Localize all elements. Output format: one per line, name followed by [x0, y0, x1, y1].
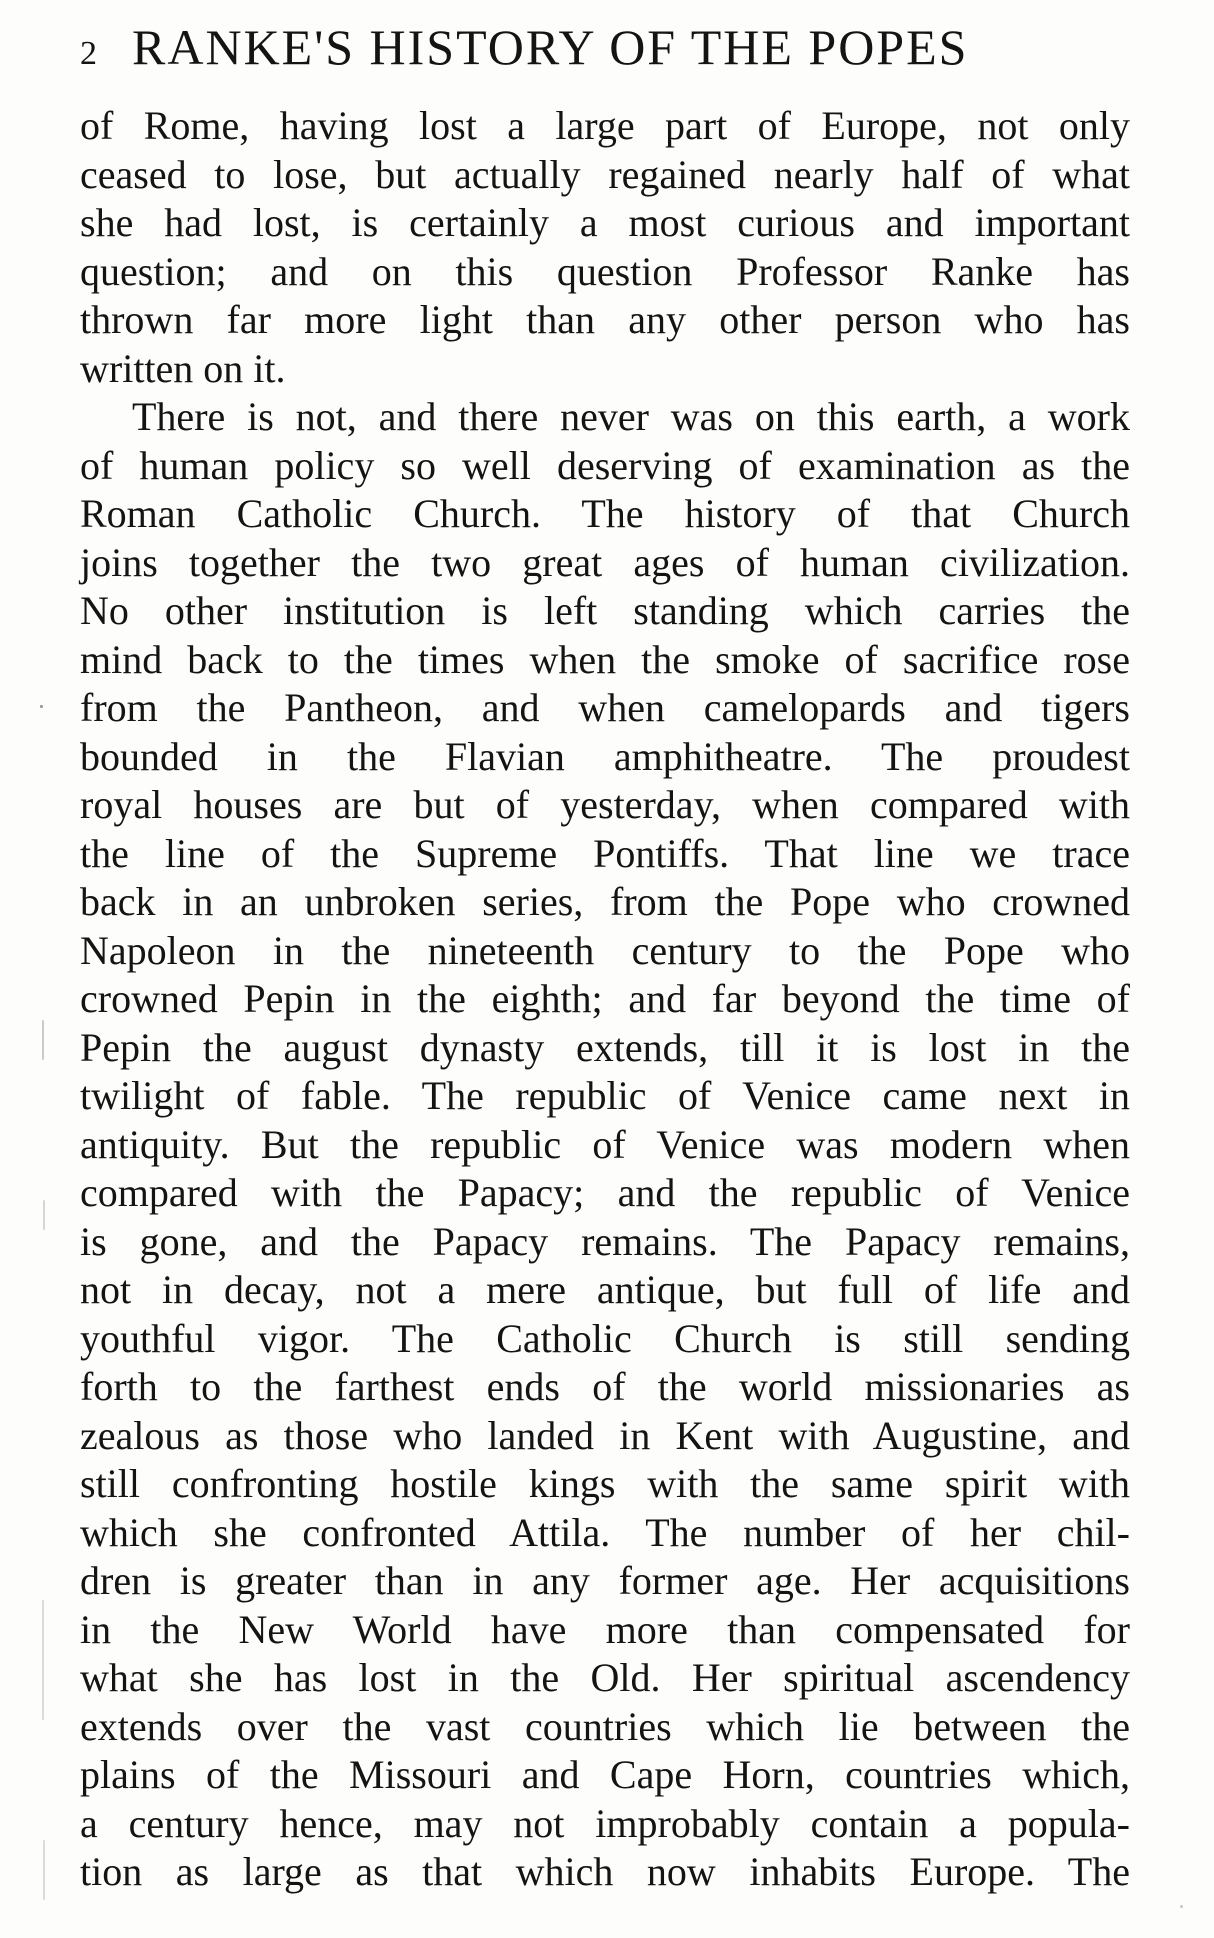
running-title: RANKE'S HISTORY OF THE POPES: [132, 19, 969, 75]
text-line: antiquity. But the republic of Venice was modern when: [80, 1121, 1130, 1167]
text-line: joins together the two great ages of human civilization.: [80, 539, 1130, 585]
text-line: No other institution is left standing which carries the: [80, 588, 1130, 633]
scan-speck: [42, 1600, 44, 1720]
text-line: is gone, and the Papacy remains. The Papacy remains,: [80, 1218, 1130, 1264]
paragraph-2: [80, 393, 1130, 1897]
body-text: [80, 102, 1130, 1897]
paragraph-1: [80, 102, 1130, 393]
text-line: extends over the vast countries which lie between the: [80, 1703, 1130, 1749]
text-line: a century hence, may not improbably contain a popula-: [80, 1800, 1130, 1846]
text-line: in the New World have more than compensated for: [80, 1606, 1130, 1652]
text-line: plains of the Missouri and Cape Horn, countries which,: [80, 1752, 1130, 1797]
text-line: Roman Catholic Church. The history of that Church: [80, 491, 1130, 536]
page-number: 2: [80, 35, 98, 72]
text-line: bounded in the Flavian amphitheatre. The proudest: [80, 733, 1130, 779]
text-line: compared with the Papacy; and the republic of Venice: [80, 1170, 1130, 1215]
text-line: which she confronted Attila. The number of her chil-: [80, 1509, 1130, 1555]
text-line: Napoleon in the nineteenth century to the Pope who: [80, 927, 1130, 973]
text-line: what she has lost in the Old. Her spiritual ascendency: [80, 1655, 1130, 1700]
text-line: ceased to lose, but actually regained nearly half of what: [80, 151, 1130, 197]
text-line: the line of the Supreme Pontiffs. That line we trace: [80, 830, 1130, 876]
text-line: thrown far more light than any other person who has: [80, 297, 1130, 342]
text-line: twilight of fable. The republic of Venice came next in: [80, 1073, 1130, 1118]
text-line: she had lost, is certainly a most curious and important: [80, 200, 1130, 245]
text-line: question; and on this question Professor Ranke has: [80, 248, 1130, 294]
text-line: written on it.: [80, 345, 286, 391]
text-line: dren is greater than in any former age. Her acquisitions: [80, 1558, 1130, 1603]
text-line: youthful vigor. The Catholic Church is still sending: [80, 1315, 1130, 1361]
scan-speck: [1180, 1905, 1183, 1908]
text-line: of human policy so well deserving of examination as the: [80, 442, 1130, 488]
text-line: of Rome, having lost a large part of Europe, not only: [80, 103, 1130, 148]
text-line: royal houses are but of yesterday, when compared with: [80, 782, 1130, 827]
text-line: from the Pantheon, and when camelopards and tigers: [80, 685, 1130, 730]
text-line: back in an unbroken series, from the Pope who crowned: [80, 879, 1130, 924]
scan-speck: [40, 705, 43, 708]
running-head: [80, 18, 1140, 78]
text-line: mind back to the times when the smoke of sacrifice rose: [80, 636, 1130, 682]
text-line: forth to the farthest ends of the world missionaries as: [80, 1364, 1130, 1409]
scan-speck: [42, 1020, 44, 1060]
scan-speck: [43, 1200, 45, 1230]
text-line: There is not, and there never was on this earth, a work: [132, 394, 1130, 439]
text-line: Pepin the august dynasty extends, till it is lost in the: [80, 1024, 1130, 1070]
text-line: still confronting hostile kings with the same spirit with: [80, 1461, 1130, 1506]
text-line: tion as large as that which now inhabits Europe. The: [80, 1849, 1130, 1894]
text-line: zealous as those who landed in Kent with Augustine, and: [80, 1412, 1130, 1458]
scan-speck: [43, 1840, 45, 1900]
text-line: crowned Pepin in the eighth; and far beyond the time of: [80, 976, 1130, 1021]
text-line: not in decay, not a mere antique, but full of life and: [80, 1267, 1130, 1312]
